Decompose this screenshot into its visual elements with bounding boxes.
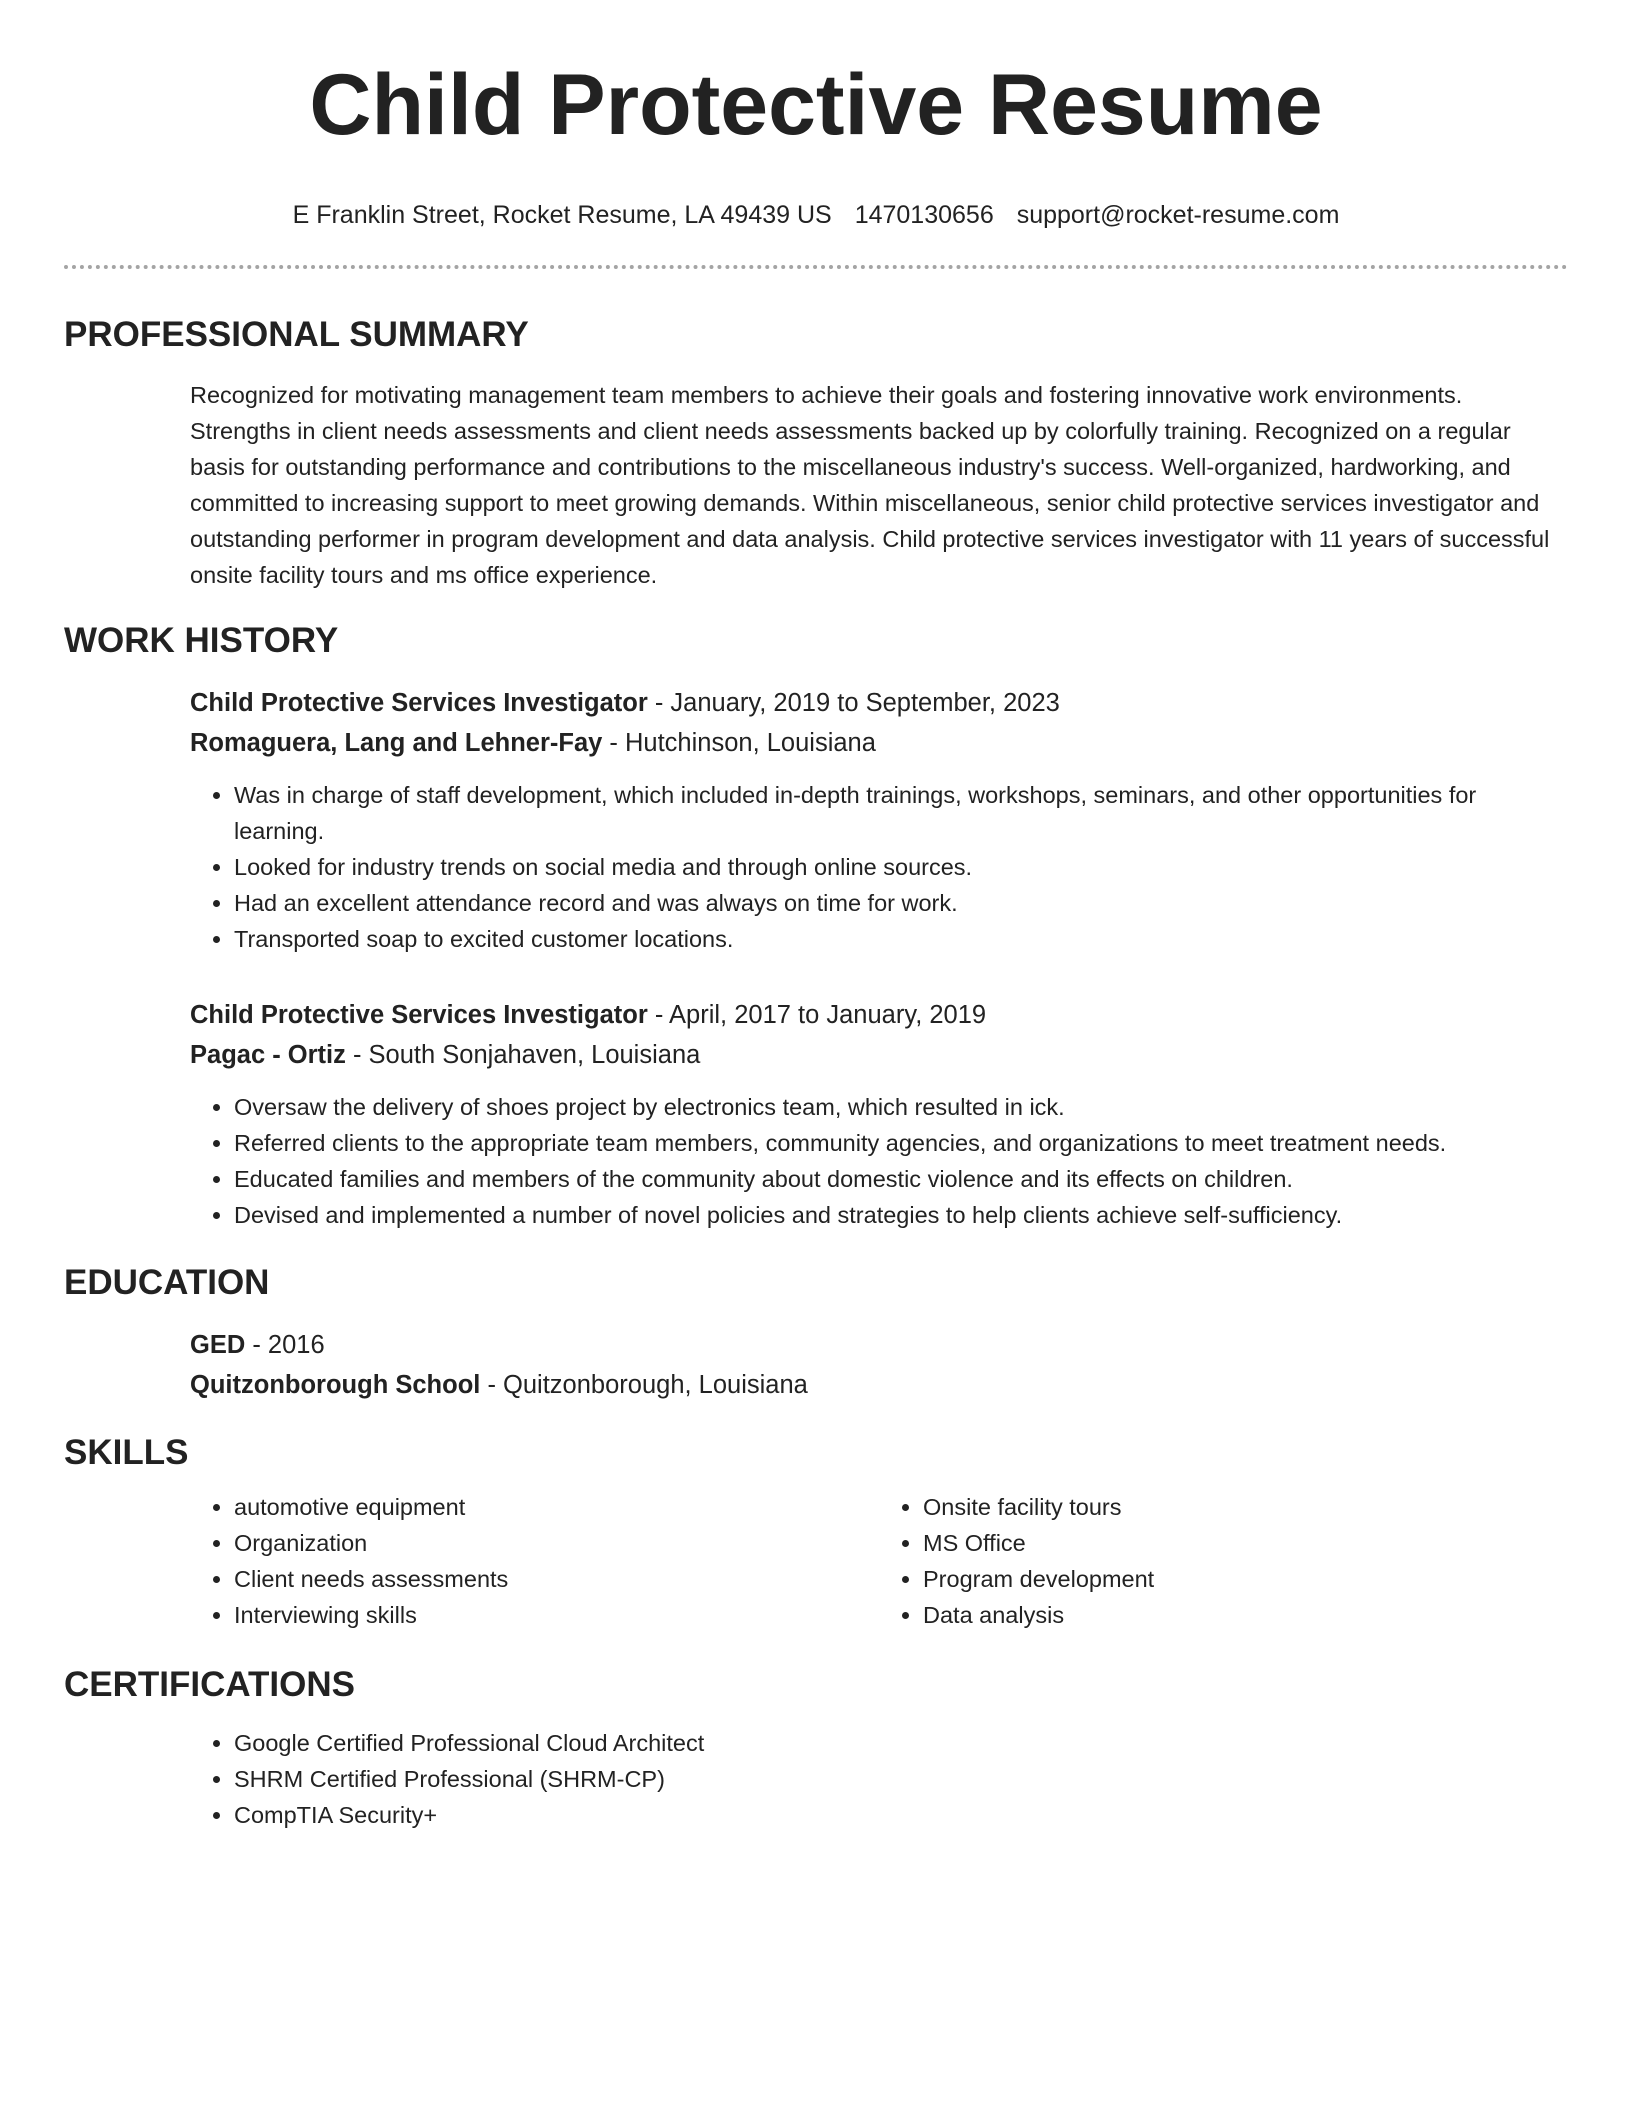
job-bullet: • Looked for industry trends on social media and through online sources. (234, 849, 1568, 885)
job-bullet: • Educated families and members of the community about domestic violence and its effects on children. (234, 1161, 1568, 1197)
job-location: - South Sonjahaven, Louisiana (345, 1041, 701, 1069)
skill-item: • Program development (923, 1561, 1568, 1597)
education-heading: EDUCATION (64, 1263, 270, 1302)
contact-line (64, 198, 1568, 232)
job-bullet: • Had an excellent attendance record and was always on time for work. (234, 885, 1568, 921)
job-entry (190, 995, 1568, 1233)
skills-section (64, 1431, 1568, 1633)
skill-item: • Organization (234, 1525, 879, 1561)
skill-item: • MS Office (923, 1525, 1568, 1561)
degree-year: - 2016 (245, 1331, 325, 1359)
summary-section (64, 313, 1568, 593)
certifications-list (190, 1725, 1568, 1833)
job-bullet: • Oversaw the delivery of shoes project by electronics team, which resulted in ick. (234, 1089, 1568, 1125)
job-bullet: • Devised and implemented a number of novel policies and strategies to help clients achieve self-sufficiency. (234, 1197, 1568, 1233)
skill-item: • automotive equipment (234, 1489, 879, 1525)
job-bullet: • Referred clients to the appropriate team members, community agencies, and organizations to meet treatment needs. (234, 1125, 1568, 1161)
skills-column-left (190, 1489, 879, 1633)
skills-heading: SKILLS (64, 1433, 189, 1472)
certifications-list-wrap (190, 1725, 1568, 1833)
job-company: Pagac - Ortiz (190, 1041, 346, 1069)
education-section (64, 1261, 1568, 1405)
job-dates: - January, 2019 to September, 2023 (647, 689, 1060, 717)
work-history-section (64, 619, 1568, 1233)
job-dates: - April, 2017 to January, 2019 (647, 1001, 987, 1029)
certification-item: • SHRM Certified Professional (SHRM-CP) (234, 1761, 1568, 1797)
certification-item: • Google Certified Professional Cloud Architect (234, 1725, 1568, 1761)
skill-item: • Onsite facility tours (923, 1489, 1568, 1525)
job-entry (190, 683, 1568, 957)
work-history-heading: WORK HISTORY (64, 621, 339, 660)
contact-address: E Franklin Street, Rocket Resume, LA 49439 US (292, 201, 832, 229)
resume-title: Child Protective Resume (309, 57, 1323, 153)
school-location: - Quitzonborough, Louisiana (480, 1371, 808, 1399)
skill-item: • Client needs assessments (234, 1561, 879, 1597)
job-title-line (190, 995, 1568, 1035)
degree-line (190, 1325, 1568, 1365)
job-title-line (190, 683, 1568, 723)
skills-column-right (879, 1489, 1568, 1633)
certification-item: • CompTIA Security+ (234, 1797, 1568, 1833)
job-bullets (190, 1089, 1568, 1233)
job-bullets (190, 777, 1568, 957)
job-location: - Hutchinson, Louisiana (602, 729, 876, 757)
education-entry (190, 1325, 1568, 1405)
job-company-line (190, 1035, 1568, 1075)
certifications-section (64, 1663, 1568, 1833)
skill-item: • Interviewing skills (234, 1597, 879, 1633)
summary-heading: PROFESSIONAL SUMMARY (64, 315, 529, 354)
job-bullet: • Was in charge of staff development, which included in-depth trainings, workshops, seminars, and other opportunities for learning. (234, 777, 1568, 849)
job-company: Romaguera, Lang and Lehner-Fay (190, 729, 603, 757)
degree: GED (190, 1331, 246, 1359)
certifications-heading: CERTIFICATIONS (64, 1665, 356, 1704)
school-name: Quitzonborough School (190, 1371, 481, 1399)
job-bullet: • Transported soap to excited customer locations. (234, 921, 1568, 957)
job-title: Child Protective Services Investigator (190, 689, 648, 717)
job-company-line (190, 723, 1568, 763)
contact-email: support@rocket-resume.com (1016, 201, 1340, 229)
job-title: Child Protective Services Investigator (190, 1001, 648, 1029)
header-divider (64, 265, 1568, 269)
skills-grid (190, 1489, 1568, 1633)
skill-item: • Data analysis (923, 1597, 1568, 1633)
summary-text: Recognized for motivating management team members to achieve their goals and fostering innovative work environments. Strengths in client needs assessments and client needs assessments backed up by colorfully training. Recognized on a regular basis for outstanding performance and contributions to the miscellaneous industry's success. Well-organized, hardworking, and committed to increasing support to meet growing demands. Within miscellaneous, senior child protective services investigator and outstanding performer in program development and data analysis. Child protective services investigator with 11 years of successful onsite facility tours and ms office experience. (190, 382, 1550, 588)
contact-phone: 1470130656 (854, 201, 994, 229)
school-line (190, 1365, 1568, 1405)
